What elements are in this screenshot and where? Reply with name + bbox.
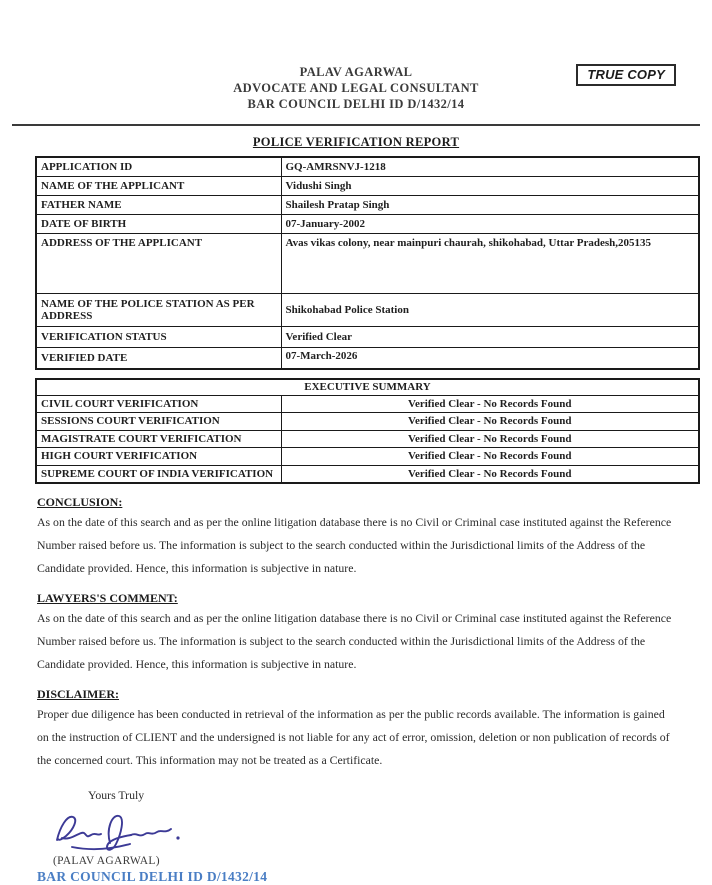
lawyers-comment-heading: LAWYERS'S COMMENT: [37,590,178,605]
detail-value: Shikohabad Police Station [281,293,699,326]
summary-label: SUPREME COURT OF INDIA VERIFICATION [36,465,281,483]
advocate-title: ADVOCATE AND LEGAL CONSULTANT [233,81,479,95]
table-row [36,233,699,293]
detail-value: GQ-AMRSNVJ-1218 [281,157,699,176]
disclaimer-body: Proper due diligence has been conducted in retrieval of the information as per the public records available. The information is gained on the instruction of CLIENT and the undersigned is not liable for any act of error, omission, deletion or non publication of records of the concerned court. This information may not be treated as a Certificate. [37,706,670,767]
detail-label: NAME OF THE APPLICANT [36,176,281,195]
table-row [36,293,699,326]
detail-value: Shailesh Pratap Singh [281,195,699,214]
detail-label: NAME OF THE POLICE STATION AS PER ADDRESS [36,293,281,326]
executive-summary-title: EXECUTIVE SUMMARY [36,379,699,395]
detail-value: Avas vikas colony, near mainpuri chaurah, shikohabad, Uttar Pradesh,205135 [281,233,699,293]
applicant-details-table [35,156,700,370]
advocate-name: PALAV AGARWAL [299,65,413,79]
detail-label: ADDRESS OF THE APPLICANT [36,233,281,293]
table-row [36,448,699,466]
table-row [36,157,699,176]
lawyers-comment-body: As on the date of this search and as per the online litigation database there is no Civil or Criminal case instituted against the Reference Number raised before us. The information is subject to the search conducted within the Jurisdictional limits of the Address of the Candidate provided. Hence, this information is subjective in nature. [37,610,672,671]
summary-value: Verified Clear - No Records Found [281,448,699,466]
header-divider [12,124,700,126]
text-sections [37,495,675,772]
summary-label: HIGH COURT VERIFICATION [36,448,281,466]
summary-value: Verified Clear - No Records Found [281,465,699,483]
table-row [36,326,699,347]
yours-truly-text: Yours Truly [88,787,145,802]
executive-summary-table [35,378,700,484]
table-row [36,176,699,195]
detail-value: 07-March-2026 [281,347,699,369]
table-row [36,195,699,214]
detail-label: APPLICATION ID [36,157,281,176]
detail-label: VERIFICATION STATUS [36,326,281,347]
detail-value: Verified Clear [281,326,699,347]
summary-value: Verified Clear - No Records Found [281,395,699,413]
true-copy-stamp: TRUE COPY [576,64,676,86]
summary-label: MAGISTRATE COURT VERIFICATION [36,430,281,448]
detail-label: FATHER NAME [36,195,281,214]
bar-council-id-header: BAR COUNCIL DELHI ID D/1432/14 [247,97,465,111]
table-row [36,395,699,413]
table-header-row [36,379,699,395]
bar-council-id-footer: BAR COUNCIL DELHI ID D/1432/14 [37,868,268,884]
table-row [36,430,699,448]
conclusion-body: As on the date of this search and as per the online litigation database there is no Civil or Criminal case instituted against the Reference Number raised before us. The information is subject to the search conducted within the Jurisdictional limits of the Address of the Candidate provided. Hence, this information is subjective in nature. [37,514,672,575]
summary-value: Verified Clear - No Records Found [281,413,699,431]
table-row [36,214,699,233]
detail-value: 07-January-2002 [281,214,699,233]
letterhead [0,0,712,112]
page-title: POLICE VERIFICATION REPORT [252,135,460,149]
summary-value: Verified Clear - No Records Found [281,430,699,448]
summary-label: SESSIONS COURT VERIFICATION [36,413,281,431]
detail-label: DATE OF BIRTH [36,214,281,233]
table-row [36,347,699,369]
conclusion-heading: CONCLUSION: [37,494,123,509]
handwritten-signature [50,807,190,855]
detail-value: Vidushi Singh [281,176,699,195]
disclaimer-heading: DISCLAIMER: [37,686,120,701]
summary-label: CIVIL COURT VERIFICATION [36,395,281,413]
table-row [36,413,699,431]
signatory-name: (PALAV AGARWAL) [53,854,160,867]
table-row [36,465,699,483]
detail-label: VERIFIED DATE [36,347,281,369]
